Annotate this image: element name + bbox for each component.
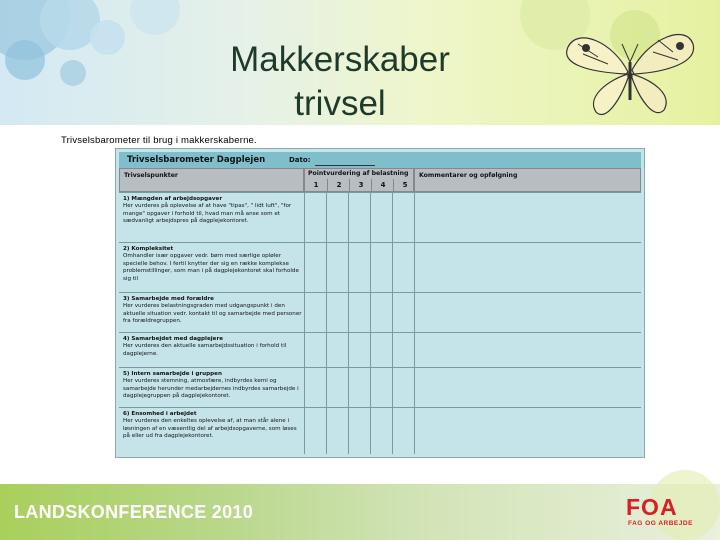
form-row-6 xyxy=(119,407,641,456)
row-heading: 6) Ensomhed i arbejdet xyxy=(123,411,197,417)
score-3: 3 xyxy=(349,179,372,192)
row-text: Her vurderes stemning, atmosfære, indbyrdes kemi og samarbejde herunder medarbejdernes indbyrdes samarbejde i dagplejegruppen på dagplejekontoret. xyxy=(123,378,299,400)
col-rating-label: Pointvurdering af belastning xyxy=(308,170,409,177)
grid-line xyxy=(414,192,415,454)
decor-circle xyxy=(5,40,45,80)
row-heading: 5) Intern samarbejde i gruppen xyxy=(123,371,222,377)
col-comments-label: Kommentarer og opfølgning xyxy=(419,172,518,179)
row-heading: 1) Mængden af arbejdsopgaver xyxy=(123,196,223,202)
grid-line xyxy=(348,192,349,454)
date-label: Dato: xyxy=(289,156,311,164)
form-title: Trivselsbarometer Dagplejen xyxy=(127,155,266,165)
grid-line xyxy=(392,192,393,454)
grid-line xyxy=(370,192,371,454)
foa-logo-subtitle: FAG OG ARBEJDE xyxy=(628,520,693,527)
row-heading: 3) Samarbejde med forældre xyxy=(123,296,214,302)
barometer-form xyxy=(115,148,645,458)
date-line xyxy=(315,165,375,166)
footer-band xyxy=(0,484,720,540)
form-row-5 xyxy=(119,367,641,407)
butterfly-icon xyxy=(558,22,698,122)
score-5: 5 xyxy=(393,179,416,192)
row-text: Her vurderes belastningsgraden med udgangspunkt i den aktuelle situation vedr. kontakt til og samarbejde med personer fra forældregruppen. xyxy=(123,303,302,325)
grid-line xyxy=(326,192,327,454)
conference-label: LANDSKONFERENCE 2010 xyxy=(14,502,254,522)
row-text: Omhandler især opgaver vedr. børn med særlige opløler specielle behov. I fertil knytter der sig en række komplekse problemstillinger, som man i på dagplejekontoret skal forholde sig til xyxy=(123,253,299,282)
form-row-3 xyxy=(119,292,641,332)
grid-line xyxy=(304,192,305,454)
slide-title-line1: Makkerskaber xyxy=(230,40,450,79)
slide-title xyxy=(150,38,530,126)
header-points xyxy=(119,168,304,192)
score-4: 4 xyxy=(371,179,394,192)
foa-logo xyxy=(620,494,700,534)
slide-title-line2: trivsel xyxy=(294,84,386,123)
form-row-1 xyxy=(119,192,641,242)
decor-circle xyxy=(60,60,86,86)
row-text: Her vurderes den enkeltes oplevelse af, at man står alene i løsningen af en væsentlig del af arbejdsopgaverne, som løses på eller ud fra dagplejekontoret. xyxy=(123,418,297,440)
row-heading: 2) Kompleksitet xyxy=(123,246,174,252)
header-rating xyxy=(304,168,414,192)
row-text: Her vurderes på oplevelse af at have "tipas", " lidt luft", "for mange" opgaver i forhold til, hvad man må anse som et sædvanligt arbejdspres på dagplejekontoret. xyxy=(123,203,292,225)
form-title-bar xyxy=(119,152,641,168)
slide-caption: Trivselsbarometer til brug i makkerskaberne. xyxy=(61,135,257,146)
form-row-2 xyxy=(119,242,641,292)
score-2: 2 xyxy=(327,179,350,192)
row-text: Her vurderes den aktuelle samarbejdssituation i forhold til dagplejerne. xyxy=(123,343,287,357)
form-row-4 xyxy=(119,332,641,367)
header-comments xyxy=(414,168,641,192)
foa-logo-text: FOA xyxy=(626,494,678,520)
score-1: 1 xyxy=(313,181,319,189)
row-heading: 4) Samarbejdet med dagplejere xyxy=(123,336,224,342)
decor-circle xyxy=(90,20,125,55)
col-points-label: Trivselspunkter xyxy=(124,172,178,179)
